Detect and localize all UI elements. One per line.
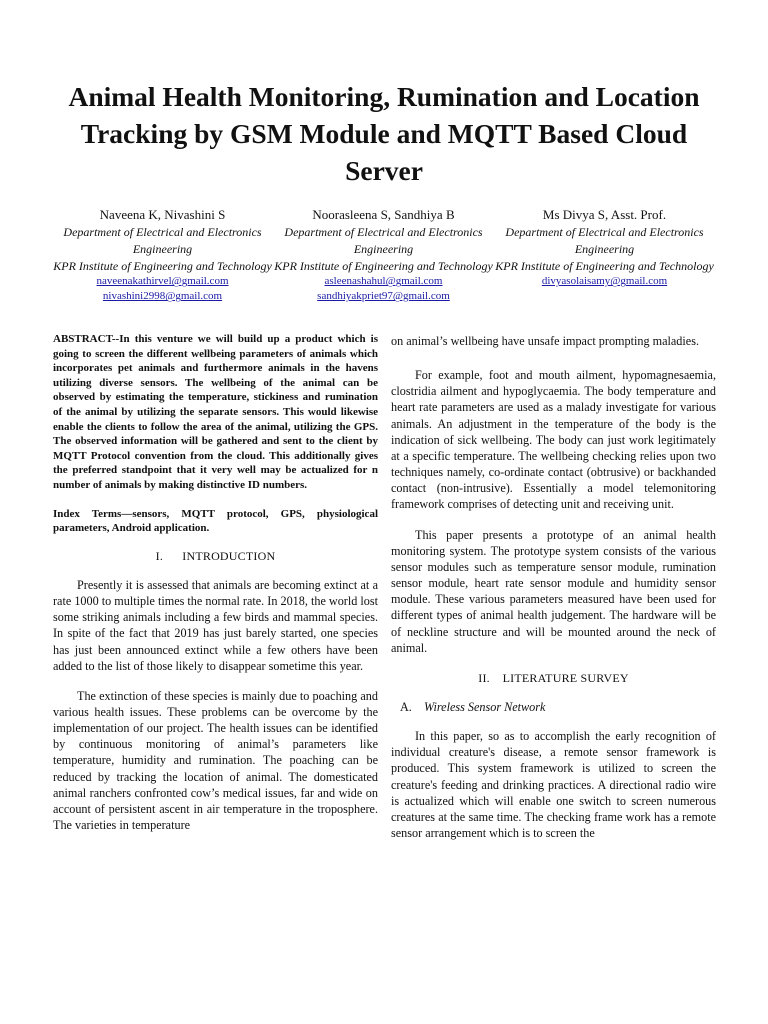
author-name: Ms Divya S, Asst. Prof. — [542, 207, 667, 222]
paragraph: Presently it is assessed that animals are becoming extinct at a rate 1000 to multiple times the normal rate. In 2018, the world lost some striking animals including a few birds and mammal species. In spite of the fact that 2019 has just barely started, one species has just been announced extinct while a few others have been added to the list of those likely to disappear sometime this year. — [53, 577, 378, 673]
index-terms: Index Terms—sensors, MQTT protocol, GPS, physiological parameters, Android application. — [53, 507, 378, 535]
paragraph: This paper presents a prototype of an animal health monitoring system. The prototype system consists of the various sensor modules such as temperature sensor module, rumination sensor module, heart rate sensor module and humidity sensor module. These various parameters measured have been used for different types of animal health judgement. The hardware will be of neckline structure and will be mounted around the neck of animal. — [391, 527, 716, 655]
right-column — [391, 333, 716, 855]
author-name: Noorasleena S, Sandhiya B — [312, 207, 455, 222]
paragraph: For example, foot and mouth ailment, hypomagnesaemia, clostridia ailment and hypoglycaemia. The body temperature and heart rate parameters are used as a malady investigate for various animals. An adjustment in the temperature of the body is the indication of sick wellbeing. The body can just work legitimately at a specific temperature. The wellbeing checking relies upon two techniques namely, co-ordinate contact (obtrusive) or backhanded contact (non-intrusive). Essentially a model telemonitoring framework comprises of detecting unit and receiving unit. — [391, 368, 716, 512]
section-heading-introduction: I. INTRODUCTION — [155, 548, 276, 563]
author-1 — [52, 206, 273, 304]
paper-title: Animal Health Monitoring, Rumination and Location Tracking by GSM Module and MQTT Based Cloud Server — [68, 81, 700, 186]
paragraph: The extinction of these species is mainly due to poaching and various health issues. These problems can be overcome by the implementation of our project. The health issues can be identified by continuous monitoring of animal’s parameters like temperature, humidity and rumination. The poaching can be reduced by tracking the location of animal. The domesticated animal ranchers confronted cow’s medical issues, far and wide on account of persistent ascent in air temperature in the troposphere. The varieties in temperature — [53, 688, 378, 833]
author-department: Department of Electrical and Electronics Engineering — [505, 225, 704, 256]
author-institute: KPR Institute of Engineering and Technology — [274, 258, 493, 273]
author-institute: KPR Institute of Engineering and Technology — [53, 258, 272, 273]
author-name: Naveena K, Nivashini S — [99, 207, 226, 222]
subsection-heading — [391, 699, 716, 715]
author-department: Department of Electrical and Electronics Engineering — [63, 225, 262, 256]
author-department: Department of Electrical and Electronics Engineering — [284, 225, 483, 256]
author-institute: KPR Institute of Engineering and Technology — [495, 258, 714, 273]
author-block — [52, 206, 716, 304]
author-2 — [273, 206, 494, 304]
section-heading-literature-survey: II. LITERATURE SURVEY — [478, 670, 629, 685]
author-email-link[interactable]: naveenakathirvel@gmail.com — [96, 275, 229, 288]
author-email-link[interactable]: nivashini2998@gmail.com — [102, 290, 223, 303]
subsection-title: Wireless Sensor Network — [424, 699, 546, 714]
author-email-link[interactable]: divyasolaisamy@gmail.com — [541, 275, 668, 288]
left-column — [53, 332, 378, 847]
paragraph-continuation: on animal’s wellbeing have unsafe impact prompting maladies. — [391, 334, 699, 348]
paragraph: In this paper, so as to accomplish the early recognition of individual creature's disease, a remote sensor framework is produced. This system framework is utilized to screen the creature's feeding and drinking practices. A directional radio wire is actualized which will enable one switch to screen numerous creatures at the same time. The checking frame work has a remote sensor arrangement which is to screen the — [391, 729, 716, 841]
subsection-label: A. — [400, 699, 412, 714]
author-3 — [494, 206, 715, 304]
author-email-link[interactable]: asleenashahul@gmail.com — [324, 275, 443, 288]
author-email-link[interactable]: sandhiyakpriet97@gmail.com — [317, 290, 450, 303]
abstract: ABSTRACT--In this venture we will build up a product which is going to screen the different wellbeing parameters of animals which incorporates pet animals and furthermore animals in the havens utilizing diverse sensors. The wellbeing of the animal can be observed by estimating the temperature, stickiness and rumination of the animal by utilizing the separate sensors. This would likewise enable the clients to follow the area of the animal, utilizing the GPS. The observed information will be gathered and sent to the client by MQTT Protocol convention from the cloud. This additionally gives the preferred standpoint that it very well may be actualized for n number of animals by making distinctive ID numbers. — [53, 333, 378, 491]
